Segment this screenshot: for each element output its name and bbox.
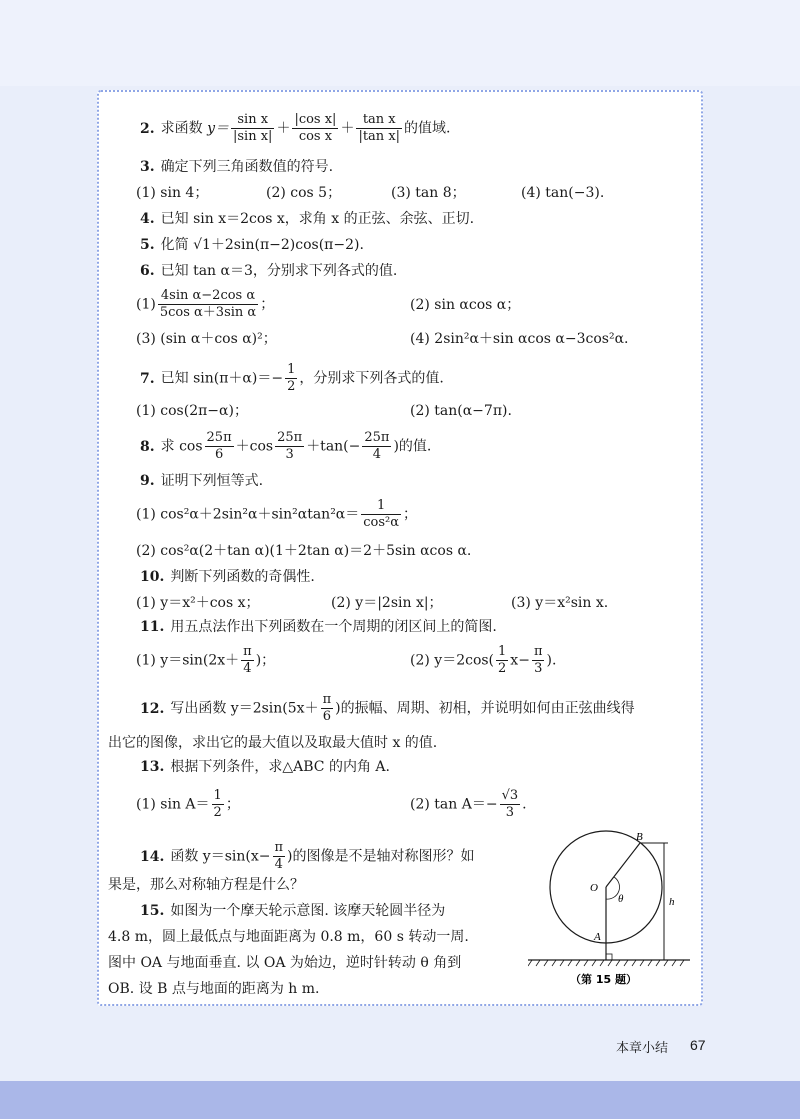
problem-13: [140, 756, 390, 778]
radius-ob: [606, 843, 640, 887]
fraction: [205, 430, 234, 463]
problem-3: [140, 156, 333, 178]
problem-11-item-1: [136, 644, 275, 677]
text: 求 cos: [160, 438, 203, 455]
numerator: 4sin α−2cos α: [158, 288, 258, 305]
item: (4) tan(−3).: [521, 185, 605, 201]
denominator: 4: [372, 447, 382, 462]
text: ＋cos: [235, 438, 274, 455]
fraction: [361, 498, 401, 531]
problem-13-item-2: [410, 788, 527, 821]
problem-number: 12.: [140, 700, 165, 717]
numerator: 1: [287, 362, 296, 377]
text: 用五点法作出下列函数在一个周期的闭区间上的简图.: [170, 619, 497, 635]
problem-7-item-2: (2) tan(α−7π).: [410, 403, 512, 419]
problem-number: 9.: [140, 473, 155, 489]
text: 根据下列条件，求△ABC 的内角 A.: [170, 759, 390, 775]
text: )的值.: [393, 438, 432, 455]
text: .: [522, 796, 527, 813]
fraction: [212, 788, 224, 821]
denominator: 2: [213, 805, 222, 820]
fraction: [500, 788, 521, 821]
denominator: cos²α: [363, 515, 400, 530]
page-number: 67: [690, 1037, 706, 1053]
problem-12-continued: 出它的图像，求出它的最大值以及取最大值时 x 的值.: [108, 735, 438, 751]
problem-11: [140, 616, 497, 638]
text: ).: [546, 652, 557, 669]
text: ；: [225, 796, 240, 813]
label-a: A: [594, 931, 601, 943]
problem-15: [140, 900, 445, 922]
text: ；: [260, 296, 275, 313]
problem-13-item-1: [136, 788, 240, 821]
problem-number: 13.: [140, 759, 165, 775]
text: (1) sin A＝: [136, 796, 210, 813]
denominator: 5cos α＋3sin α: [159, 305, 257, 320]
text: (1) cos²α＋2sin²α＋sin²αtan²α＝: [136, 506, 360, 523]
problem-number: 15.: [140, 903, 165, 919]
text: ＋: [276, 120, 291, 137]
denominator: cos x: [298, 129, 333, 144]
denominator: |tan x|: [358, 129, 401, 144]
ground-hatching: [528, 960, 684, 966]
text: 化简 √1＋2sin(π−2)cos(π−2).: [160, 237, 364, 253]
problem-14: [140, 840, 475, 873]
fraction: [292, 112, 338, 145]
text: )的图像是不是轴对称图形？如: [287, 848, 475, 865]
fraction: [158, 288, 258, 321]
text: (2) y＝2cos(: [410, 652, 495, 669]
denominator: 6: [214, 447, 224, 462]
text: 函数 y＝sin(x−: [170, 848, 271, 865]
fraction: [241, 644, 254, 677]
item: (1) y＝x²＋cos x；: [136, 595, 260, 611]
item: (2) cos 5；: [266, 185, 342, 201]
text: ＋tan(−: [306, 438, 361, 455]
problem-6: [140, 260, 397, 282]
denominator: 2: [498, 661, 507, 676]
text: 的值域.: [404, 120, 451, 137]
problem-8: [140, 430, 431, 463]
denominator: 3: [285, 447, 294, 462]
problem-number: 10.: [140, 569, 165, 585]
text: 已知 tan α＝3，分别求下列各式的值.: [160, 263, 398, 279]
denominator: 4: [274, 857, 283, 872]
label-theta: θ: [618, 893, 624, 905]
problem-15-line-4: OB. 设 B 点与地面的距离为 h m.: [108, 981, 320, 997]
section-title: 本章小结: [616, 1041, 669, 1056]
problem-10: [140, 566, 315, 588]
text: 确定下列三角函数值的符号.: [160, 159, 334, 175]
problem-number: 5.: [140, 237, 155, 253]
numerator: |cos x|: [294, 112, 337, 127]
problem-6-item-3: (3) (sin α＋cos α)²；: [136, 331, 277, 347]
problem-number: 7.: [140, 370, 155, 387]
numerator: √3: [501, 788, 519, 803]
problem-number: 2.: [140, 120, 155, 137]
right-angle-mark: [606, 954, 612, 960]
numerator: π: [322, 692, 332, 707]
text: 求函数: [160, 120, 203, 137]
numerator: tan x: [356, 112, 402, 129]
fraction: [362, 430, 391, 463]
problem-9: [140, 470, 263, 492]
item: (2) y＝|2sin x|；: [331, 595, 443, 611]
problem-number: 6.: [140, 263, 155, 279]
text: 判断下列函数的奇偶性.: [170, 569, 315, 585]
text: ；: [403, 506, 418, 523]
numerator: 25π: [206, 430, 232, 445]
denominator: 3: [534, 661, 543, 676]
numerator: 1: [361, 498, 401, 515]
fraction: [273, 840, 286, 873]
numerator: π: [243, 644, 252, 659]
problem-number: 4.: [140, 211, 155, 227]
problem-number: 11.: [140, 619, 165, 635]
problem-9-item-1: [136, 498, 417, 531]
problem-number: 3.: [140, 159, 155, 175]
denominator: |sin x|: [233, 129, 273, 144]
problem-number: 8.: [140, 438, 155, 455]
problem-15-line-2: 4.8 m，圆上最低点与地面距离为 0.8 m，60 s 转动一周.: [108, 929, 469, 945]
label-h: h: [669, 896, 675, 908]
problem-15-line-3: 图中 OA 与地面垂直. 以 OA 为始边，逆时针转动 θ 角到: [108, 955, 462, 971]
item: (1) sin 4；: [136, 185, 209, 201]
top-strip: [0, 0, 800, 86]
figure-caption: （第 15 题）: [570, 973, 637, 986]
numerator: sin x: [231, 112, 274, 129]
problem-5: [140, 234, 364, 256]
label-b: B: [636, 831, 643, 843]
fraction: [321, 692, 334, 725]
problem-number: 14.: [140, 848, 165, 865]
numerator: 25π: [364, 430, 390, 445]
problem-4: [140, 208, 474, 230]
problem-9-item-2: (2) cos²α(2＋tan α)(1＋2tan α)＝2＋5sin αcos α.: [136, 543, 472, 559]
denominator: 4: [243, 661, 252, 676]
denominator: 6: [322, 709, 331, 724]
text: 写出函数 y＝2sin(5x＋: [170, 700, 319, 717]
fraction: [231, 112, 274, 145]
problem-7-item-1: (1) cos(2π−α)；: [136, 403, 248, 419]
item: (3) tan 8；: [391, 185, 466, 201]
problem-12: [140, 692, 635, 725]
text: )的振幅、周期、初相，并说明如何由正弦曲线得: [335, 700, 635, 717]
text: (1) y＝sin(2x＋: [136, 652, 240, 669]
text: 已知 sin x＝2cos x，求角 x 的正弦、余弦、正切.: [160, 211, 475, 227]
numerator: 1: [213, 788, 222, 803]
problem-7: [140, 362, 444, 395]
problem-6-item-4: (4) 2sin²α＋sin αcos α−3cos²α.: [410, 331, 629, 347]
fraction: [285, 362, 297, 395]
numerator: π: [533, 644, 543, 659]
item: (3) y＝x²sin x.: [511, 595, 609, 611]
text: ，分别求下列各式的值.: [299, 370, 444, 387]
fraction: [496, 644, 508, 677]
text: 如图为一个摩天轮示意图. 该摩天轮圆半径为: [170, 903, 446, 919]
fraction: [532, 644, 545, 677]
text: (2) tan A＝−: [410, 796, 498, 813]
text: x−: [510, 652, 530, 669]
problem-2: [140, 112, 450, 145]
ferris-wheel-diagram: [528, 830, 693, 990]
denominator: 2: [287, 379, 296, 394]
problem-6-item-2: (2) sin αcos α；: [410, 297, 521, 313]
problem-14-continued: 果是，那么对称轴方程是什么？: [108, 877, 304, 893]
denominator: 3: [505, 805, 514, 820]
fraction: [356, 112, 402, 145]
label-o: O: [590, 882, 598, 894]
text: ＋: [340, 120, 355, 137]
text: 证明下列恒等式.: [160, 473, 264, 489]
numerator: 1: [498, 644, 507, 659]
problem-11-item-2: [410, 644, 556, 677]
text: 已知 sin(π＋α)＝−: [160, 370, 284, 387]
bottom-band: [0, 1081, 800, 1119]
numerator: π: [274, 840, 284, 855]
text: (1): [136, 296, 156, 313]
numerator: 25π: [277, 430, 303, 445]
text: y＝: [207, 120, 229, 137]
ferris-wheel-figure: [528, 830, 693, 990]
problem-6-item-1: [136, 288, 274, 321]
fraction: [275, 430, 304, 463]
text: )；: [255, 652, 276, 669]
